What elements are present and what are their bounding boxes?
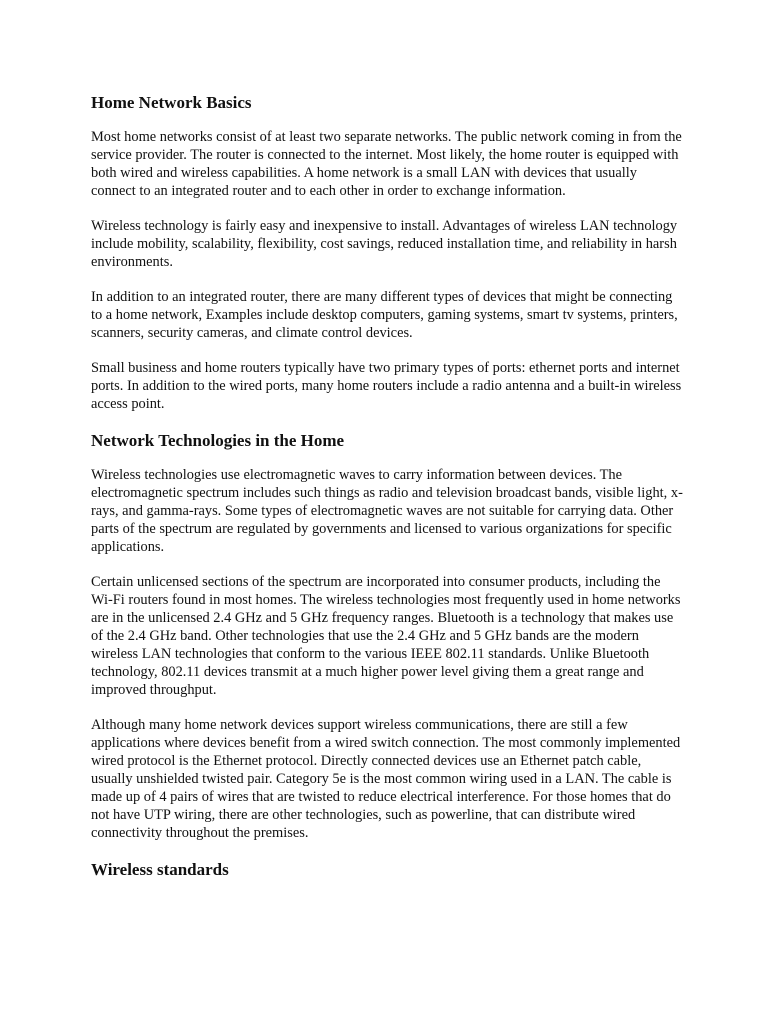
- paragraph: Most home networks consist of at least two separate networks. The public network coming in from the service provider. The router is connected to the internet. Most likely, the home router is equipped with both wired and wireless capabilities. A home network is a small LAN with devices that usually connect to an integrated router and to each other in order to exchange information.: [91, 129, 682, 199]
- section-heading-home-network-basics: Home Network Basics: [91, 93, 252, 112]
- paragraph: Small business and home routers typically have two primary types of ports: ethernet ports and internet ports. In addition to the wired ports, many home routers include a radio antenna and a built-in wireless access point.: [91, 360, 682, 412]
- section-heading-network-technologies: Network Technologies in the Home: [91, 431, 345, 450]
- section-heading-wireless-standards: Wireless standards: [91, 860, 229, 879]
- paragraph: Wireless technologies use electromagnetic waves to carry information between devices. The electromagnetic spectrum includes such things as radio and television broadcast bands, visible light, x-rays, and gamma-rays. Some types of electromagnetic waves are not suitable for carrying data. Other parts of the spectrum are regulated by governments and licensed to various organizations for specific applications.: [91, 467, 683, 555]
- paragraph: Although many home network devices support wireless communications, there are still a few applications where devices benefit from a wired switch connection. The most commonly implemented wired protocol is the Ethernet protocol. Directly connected devices use an Ethernet patch cable, usually unshielded twisted pair. Category 5e is the most common wiring used in a LAN. The cable is made up of 4 pairs of wires that are twisted to reduce electrical interference. For those homes that do not have UTP wiring, there are other technologies, such as powerline, that can distribute wired connectivity throughout the premises.: [91, 717, 681, 841]
- paragraph: In addition to an integrated router, there are many different types of devices that might be connecting to a home network, Examples include desktop computers, gaming systems, smart tv systems, printers, scanners, security cameras, and climate control devices.: [91, 289, 678, 341]
- paragraph: Certain unlicensed sections of the spectrum are incorporated into consumer products, including the Wi-Fi routers found in most homes. The wireless technologies most frequently used in home networks are in the unlicensed 2.4 GHz and 5 GHz frequency ranges. Bluetooth is a technology that makes use of the 2.4 GHz band. Other technologies that use the 2.4 GHz and 5 GHz bands are the modern wireless LAN technologies that conform to the various IEEE 802.11 standards. Unlike Bluetooth technology, 802.11 devices transmit at a much higher power level giving them a great range and improved throughput.: [91, 574, 681, 698]
- paragraph: Wireless technology is fairly easy and inexpensive to install. Advantages of wireless LAN technology include mobility, scalability, flexibility, cost savings, reduced installation time, and reliability in harsh environments.: [91, 218, 678, 270]
- document-page: [91, 92, 683, 881]
